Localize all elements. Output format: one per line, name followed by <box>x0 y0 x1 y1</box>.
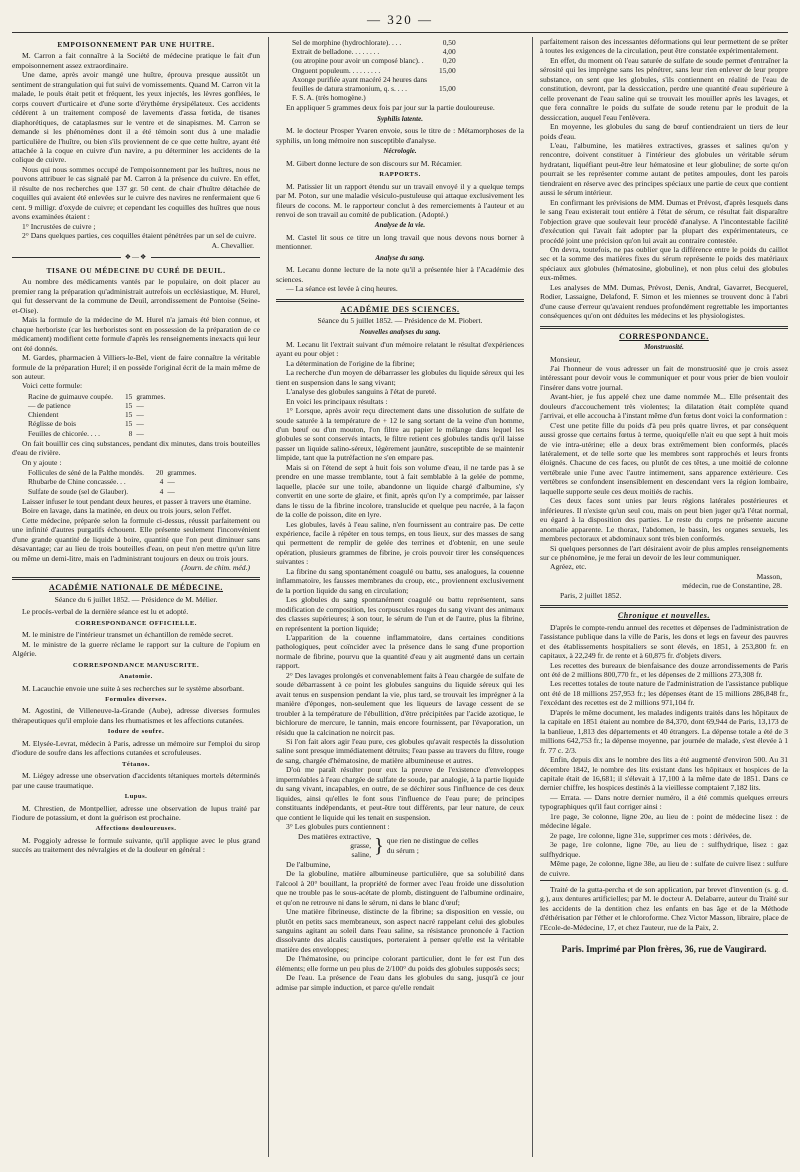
brace-item: Des matières extractive, <box>298 831 372 841</box>
brace-item: grasse, <box>350 840 372 850</box>
paragraph: Les recettes totales de toute nature de l'administration de l'assistance publique ont été de 18 millions 257,953 fr.; les dépenses étant de 15 millions 286,848 fr., l'excédant des recettes est de 2 millions 971,104 fr. <box>540 679 788 708</box>
formula-cell: Onguent populeum. . . . . . . . . <box>292 65 381 75</box>
subheading: CORRESPONDANCE OFFICIELLE. <box>75 619 197 627</box>
formula-row <box>28 401 169 410</box>
paragraph: M. le ministre de la guerre réclame le rapport sur la culture de l'opium en Algérie. <box>12 639 260 659</box>
formula-cell: Racine de guimauve coupée. <box>28 391 113 401</box>
formula-row <box>28 429 169 438</box>
formula-table-3 <box>292 38 460 102</box>
paragraph: 3° Les globules purs contiennent : <box>286 822 390 832</box>
double-rule <box>12 577 260 580</box>
rule <box>540 880 788 881</box>
heading-oyster-poisoning: EMPOISONNEMENT PAR UNE HUITRE. <box>57 40 215 49</box>
subheading: Anatomie. <box>119 673 153 681</box>
paragraph: Cette médecine, préparée selon la formule ci-dessus, réussit parfaitement ou une infinité d'autres purgatifs échouent. Elle présente seulement l'inconvénient d'une grande quantité de liquide à boire, quantité que l'on peut diminuer sans désavantage; car au lieu de trois bouteilles d'eau, on peut n'en mettre qu'un litre ou même un demi-litre, mais en l'administrant toujours en deux ou trois jours. <box>12 515 260 563</box>
paragraph: J'ai l'honneur de vous adresser un fait de monstruosité que je crois assez intéressant pour devoir vous le communiquer et pour vous prier de bien vouloir l'insérer dans votre journal. <box>540 363 788 392</box>
subheading: Nécrologie. <box>383 147 417 156</box>
double-rule <box>540 326 788 329</box>
formula-cell: Réglisse de bois <box>28 419 77 429</box>
paragraph: L'eau, l'albumine, les matières extractives, grasses et salines qu'on y rencontre, doivent constituer à l'intérieur des globules un véritable sérum hydratant, liquéfiant peut-être leur hématosine et leur globuline; de sorte qu'on pourrait se les représenter comme autant de petites ampoules, dont les parois tiendraient en réserve avec des principes spéciaux une partie de ceux que contient aussi le sérum intérieur. <box>540 140 788 198</box>
paragraph: La détermination de l'origine de la fibrine; <box>286 358 415 368</box>
paragraph: M. le ministre de l'intérieur transmet un échantillon de remède secret. <box>22 630 233 640</box>
paragraph: L'analyse des globules sanguins à l'état de pureté. <box>286 387 437 397</box>
paragraph: De la globuline, matière albumineuse particulière, que sa solubilité dans l'alcool à 20° bouillant, la propriété de former avec l'eau froide une dissolution que ne trouble pas le sous-acétate de plomb, distinguent de l'albumine ordinaire, et qu'on ne retrouve ni dans le sérum, ni dans le blanc d'œuf; <box>276 869 524 907</box>
formula-row <box>28 468 200 477</box>
paragraph: Même page, 2e colonne, ligne 38e, au lieu de : sulfate de cuivre lisez : sulfure de cuivre. <box>540 859 788 878</box>
paragraph: Si l'on fait alors agir l'eau pure, ces globules qu'avait respectés la dissolution saline sont presque immédiatement détruits; l'eau passe au travers du filtre, rouge de sang, chargée d'hématosine, de matière albumineuse et autres. <box>276 736 524 765</box>
paragraph: En appliquer 5 grammes deux fois par jour sur la partie douloureuse. <box>286 103 495 113</box>
formula-cell: — <box>167 486 175 496</box>
paragraph: La fibrine du sang spontanément coagulé ou battu, ses analogues, la couenne inflammatoire, les fausses membranes du croup, etc., proviennent exclusivement de la portion liquide du sang en circulation; <box>276 566 524 595</box>
paragraph: Avant-hier, je fus appelé chez une dame nommée M... Elle présentait des douleurs d'accouchement très violentes; la dilatation était complète quand j'arrivai, et elle accoucha à l'instant même d'un fœtus dont voici la conformation : <box>540 392 788 421</box>
formula-cell: 0,50 <box>442 38 456 47</box>
double-rule <box>276 299 524 302</box>
paragraph: En moyenne, les globules du sang de bœuf contiendraient un tiers de leur poids d'eau. <box>540 122 788 141</box>
subheading: CORRESPONDANCE MANUSCRITE. <box>72 661 200 669</box>
formula-cell: 15,00 <box>439 65 456 75</box>
formula-cell: Chiendent <box>28 410 59 420</box>
paragraph: De l'albumine, <box>286 859 331 869</box>
formula-cell: grammes. <box>136 391 166 401</box>
paragraph: — Errata. — Dans notre dernier numéro, il a été commis quelques erreurs typographiques qu'il faut corriger ainsi : <box>540 792 788 812</box>
formula-cell: 0,20 <box>442 56 456 66</box>
paragraph: D'après le compte-rendu annuel des recettes et dépenses de l'administration de l'assistance publique dans la ville de Paris, les dons et legs en faveur des pauvres et des établissements hospitaliers se sont élevés, en 1851, à 253,800 fr. en capitaux, à 22,249 fr. de rente et à 60,875 fr. d'objets divers. <box>540 622 788 661</box>
subheading: Nouvelles analyses du sang. <box>359 328 441 337</box>
formula-table-1 <box>28 392 169 438</box>
column-3 <box>532 37 788 1157</box>
signature-address: médecin, rue de Constantine, 28. <box>682 581 782 591</box>
formula-cell: 4 <box>159 477 164 487</box>
formula-row <box>28 487 200 496</box>
formula-row <box>292 66 460 75</box>
paragraph: Enfin, depuis dix ans le nombre des lits a été augmenté d'environ 500. Au 31 décembre 1842, le nombre des lits existant dans les hôpitaux et hospices de la capitale était de 16,681; il s'élevait à 17,100 à la même date de 1851. Dans ce dernier chiffre, les hospices destinés à la vieillesse comptaient 7,182 lits. <box>540 755 788 793</box>
paragraph: M. Gardes, pharmacien à Villiers-le-Bel, vient de faire connaître la véritable formule de la préparation Hurel; il en possède l'original écrit de la main même de son auteur. <box>12 353 260 381</box>
brace-glyph: } <box>374 834 384 857</box>
paragraph: Monsieur, <box>550 354 581 364</box>
paragraph: M. Chrestien, de Montpellier, adresse une observation de lupus traité par l'iodure de potassium, et dont la guérison est prochaine. <box>12 803 260 822</box>
subheading: Tétanos. <box>122 760 150 768</box>
paragraph: Les recettes des bureaux de bienfaisance des douze arrondissements de Paris ont été de 2 millions 800,770 fr., et les dépenses de 2 millions 273,308 fr. <box>540 660 788 679</box>
paragraph: 2° Des lavages prolongés et convenablement faits à l'eau chargée de sulfate de soude débarrassent à ce point les globules sanguins du liquide séreux qui les avait tenus en suspension pendant la vie, plus tard, se trouvait les imprégner à la manière d'éponges, non-seulement que les liqueurs de lavage cessent de se troubler à la température de l'ébullition, d'être précipitées par l'acide azotique, le bichlorure de mercure, le tannin, mais encore fournissent, par l'évaporation, un résidu que la calcination ne noircit pas. <box>276 670 524 737</box>
formula-row <box>28 410 169 419</box>
paragraph: Le procès-verbal de la dernière séance est lu et adopté. <box>22 607 189 617</box>
formula-cell: 15 <box>124 391 133 401</box>
formula-cell: Extrait de belladone. . . . . . . . <box>292 47 380 57</box>
subheading: Formules diverses. <box>105 696 167 703</box>
formula-row <box>292 75 460 84</box>
page-number: — 320 — <box>367 12 433 27</box>
subheading: RAPPORTS. <box>379 171 421 179</box>
subheading: Syphilis latente. <box>377 114 423 123</box>
paragraph: M. Carron a fait connaître à la Société de médecine pratique le fait d'un empoisonnement assez extraordinaire. <box>12 51 260 70</box>
formula-row <box>292 38 460 47</box>
heading-tisane: TISANE OU MÉDECINE DU CURÉ DE DEUIL. <box>46 265 226 275</box>
paragraph: M. Gibert donne lecture de son discours sur M. Récamier. <box>286 158 462 168</box>
formula-cell: Sel de morphine (hydrochlorate). . . . <box>292 38 402 47</box>
paragraph: M. Patissier lit un rapport étendu sur un travail envoyé il y a quelque temps par M. Poton, sur une maladie vésiculo-pustuleuse qui attaque exclusivement les fileurs de cocons. M. le rapporteur conclut à des remerciements à l'auteur et au renvoi de son travail au comité de publication. (Adopté.) <box>276 181 524 219</box>
formula-row <box>292 84 460 93</box>
paragraph: 2e page, 1re colonne, ligne 31e, supprimer ces mots : dérivées, de. <box>550 830 752 840</box>
paragraph: M. le docteur Prosper Yvaren envoie, sous le titre de : Métamorphoses de la syphilis, un long mémoire non susceptible d'analyse. <box>276 126 524 145</box>
formula-cell: grammes. <box>167 468 197 478</box>
paragraph: Mais la formule de la médecine de M. Hurel n'a jamais été bien connue, et chaque herboriste (car les herboristes sont en possession de la préparation de ce médicament) modifient cette formule d'après les renseignements inexacts qui leur ont été donnés. <box>12 315 260 353</box>
paragraph: Nous qui nous sommes occupé de l'empoisonnement par les huîtres, nous ne pouvons attribuer le cas signalé par M. Carron à la présence du cuivre. En effet, il résulte de nos recherches que 137 gr. 50 cent. de chair d'huître détachée de coquilles qui avaient été enlevées sur le cuivre des navires ne renfermaient que 6 cent. 9 milligr. d'oxyde de cuivre; et cependant les coquilles des huîtres que nous avons examinées étaient : <box>12 164 260 222</box>
formula-cell: — <box>136 428 144 438</box>
heading-chronique: Chronique et nouvelles. <box>617 611 711 621</box>
paragraph: Les analyses de MM. Dumas, Prévost, Denis, Andral, Gavarret, Becquerel, Rodier, Lassaigne, Delafond, F. Simon et les miennes se trouvent donc à l'abri d'une cause d'erreur qu'avaient rendues profondément regrettable les importantes conséquences qu'on ont déduites les médecins et les physiologistes. <box>540 282 788 321</box>
paragraph: M. Castel lit sous ce titre un long travail que nous devons nous borner à mentionner. <box>276 232 524 252</box>
paragraph: M. Poggioly adresse le formule suivante, qu'il applique avec le plus grand succès au traitement des névralgies et de la douleur en général : <box>12 835 260 855</box>
formula-cell: 8 <box>128 428 133 438</box>
paragraph: Agréez, etc. <box>550 562 587 572</box>
brace-list <box>298 832 524 860</box>
subheading: Iodure de soufre. <box>107 728 165 736</box>
paragraph: En voici les principaux résultats : <box>286 396 388 406</box>
paragraph: 2° Dans quelques parties, ces coquilles étaient pénétrées par un sel de cuivre. <box>22 231 257 241</box>
paragraph: Ces deux faces sont unies par leurs régions latérales postérieures et inférieures. Il n'existe qu'un seul cou, mais on peut bien juger qu'à l'état normal, eu égard à la disposition des parties. Le reste du corps ne présente aucune anomalie apparente. Le thorax, l'abdomen, le bassin, les organes sexuels, les membres pectoraux et abdominaux sont très bien conformés. <box>540 496 788 544</box>
paragraph: M. Lacauchie envoie une suite à ses recherches sur le système absorbant. <box>22 683 245 693</box>
paragraph: Une matière fibrineuse, distincte de la fibrine; sa disposition en vessie, ou plutôt en petits sacs membraneux, son aspect nacré rappelant celui des globules sanguins agitant au soleil dans l'eau saline, sa résistance prononcée à l'action dissolvante des alcalis caustiques, porteraient à penser qu'elle est la véritable matière des enveloppes; <box>276 907 524 954</box>
brace-item: saline, <box>351 850 372 860</box>
paragraph: C'est une petite fille du poids d'à peu près quatre livres, et par conséquent aussi grosse que certains fœtus à terme, quoiqu'elle n'ait eu que sept à huit mois de vie intra-utérine; elle a deux bras extrêmement bien conformés, placés latéralement, et de telle sorte que les membres sont rapprochés et leurs fronts éloignés. Chacune de ces faces, ou plutôt de ces têtes, a une moitié de colonne vertébrale unie l'une avec l'autre intimement, sans apparence extérieure. Ces vertèbres se confondent insensiblement en descendant vers la région lombaire, laquelle supporte seule ces deux moitiés de rachis. <box>540 420 788 496</box>
subheading: Analyse du sang. <box>375 253 425 262</box>
paragraph: Boire en lavage, dans la matinée, en deux ou trois jours, selon l'effet. <box>22 506 232 516</box>
double-rule <box>540 605 788 608</box>
paragraph: En effet, du moment où l'eau saturée de sulfate de soude permet d'entraîner la sérosité qui les imprègne sans les pénétrer, sans leur rien enlever de leur propre substance, on sent que les globules, s'ils contiennent en réalité de l'eau de constitution, devront, par la dessiccation, perdre une quantité d'eau supérieure à celle provenant de l'eau saline qui se trouvait les mouiller après les lavages, et que fera connaître le poids du sulfate de soude retenu par le produit de la dessiccation, auquel l'eau l'enlèvera. <box>540 55 788 122</box>
paragraph: 3e page, 1re colonne, ligne 70e, au lieu de : sulfhydrique, lisez : gaz sulfhydrique. <box>540 840 788 859</box>
paragraph: M. Liégey adresse une observation d'accidents tétaniques mortels déterminés par une cause traumatique. <box>12 771 260 790</box>
formula-cell: Feuilles de chicorée. . . . <box>28 428 101 438</box>
formula-cell: — <box>136 419 144 429</box>
letter-date: Paris, 2 juillet 1852. <box>560 590 622 600</box>
formula-cell: — <box>167 477 175 487</box>
subheading: Monstruosité. <box>644 343 684 352</box>
subheading: Lupus. <box>124 793 148 801</box>
formula-cell: — de patience <box>28 401 71 411</box>
header-rule <box>12 32 788 33</box>
paragraph: Si quelques personnes de l'art désiraient avoir de plus amples renseignements sur ce phénomène, je me ferai un devoir de les leur communiquer. <box>540 543 788 563</box>
formula-cell: Follicules de séné de la Palthe mondés. <box>28 468 144 478</box>
signature: A. Chevallier. <box>211 240 254 250</box>
paragraph: Mais si on l'étend de sept à huit fois son volume d'eau, il ne tarde pas à se prendre en une masse tremblante, tout à fait semblable à la gelée de pomme, laquelle, placée sur une toile, abandonne un liquide chargé d'albumine, s'y convertit en une sorte de glaire, et finit, après qu'on l'y a comprimée, par laisser dans le tissu de la fibrine incolore, translucide et quelque peu nacrée, à la façon de la colle de poisson, dite en lyre. <box>276 462 524 520</box>
newspaper-page <box>12 10 788 1162</box>
formula-cell: 15 <box>124 419 133 429</box>
heading-academie-medecine: ACADÉMIE NATIONALE DE MÉDECINE. <box>48 583 224 593</box>
paragraph: M. Agostini, de Villeneuve-la-Grande (Aube), adresse diverses formules thérapeutiques qu'il emploie dans les rhumatismes et les affections cutanées. <box>12 706 260 725</box>
paragraph: On fait bouillir ces cinq substances, pendant dix minutes, dans trois bouteilles d'eau de rivière. <box>12 438 260 458</box>
formula-cell: 15 <box>124 410 133 420</box>
brace-note: du sérum ; <box>386 845 419 855</box>
formula-cell: — <box>136 401 144 411</box>
column-2 <box>268 37 524 1157</box>
paragraph: M. Elysée-Levrat, médecin à Paris, adresse un mémoire sur l'emploi du sirop d'iodure de soufre dans les affections cutanées et scrofuleuses. <box>12 738 260 758</box>
session-line: Séance du 6 juillet 1852. — Présidence de M. Mélier. <box>54 594 218 604</box>
columns <box>12 37 788 1157</box>
heading-correspondance: CORRESPONDANCE. <box>619 331 709 341</box>
formula-cell <box>431 93 460 102</box>
formula-cell: Sulfate de soude (sel de Glauber). <box>28 486 129 496</box>
paragraph: De l'hématosine, ou principe colorant particulier, dont le fer est l'un des éléments; elle forme un peu plus de 2/100° du poids des globules supposés secs; <box>276 954 524 973</box>
formula-cell: — <box>136 410 144 420</box>
paragraph: Les globules, lavés à l'eau saline, n'en fournissent au contraire pas. De cette expérience, facile à répéter en tous temps, en tous lieux, sur des masses de sang qui permettent de remplir de gelée des terrines et d'obtenir, en une seule opération, plusieurs grammes de fibrine, je crois pouvoir tirer les conséquences suivantes : <box>276 519 524 567</box>
paragraph: Une dame, après avoir mangé une huître, éprouva presque aussitôt un sentiment de strangulation qui fut suivi de vomissements. Quand M. Carron vit la malade, le pouls était petit et fréquent, les yeux injectés, les lèvres gonflées, le corps couvert d'urticaire et d'une sorte d'érythème érysipélateux. Ces accidents cédèrent à un traitement composé de lavements d'assa fœtida, de tisanes diaphorétiques, de cataplasmes sur le ventre et de sinapismes. M. Carron se demande si les phénomènes dont il a été témoin sont dus à une maladie particulière de l'huître, ou bien s'ils proviennent de ce que cette huître, ayant été attachée à la coque en cuivre d'un navire, a pu déterminer les accidents de la colique de cuivre. <box>12 70 260 165</box>
formula-cell: Rhubarbe de Chine concassée. . . <box>28 477 126 487</box>
subheading: Affections douloureuses. <box>95 825 177 833</box>
paragraph: Les globules du sang spontanément coagulé ou battu représentent, sans modification de composition, les corpuscules rouges du sang vivant des animaux des classes supérieures; à son tour, le sérum de l'un et de l'autre, plus la fibrine, en représentent la portion liquide; <box>276 595 524 633</box>
formula-cell: F. S. A. (très homogène.) <box>292 93 366 103</box>
printer-imprint: Paris. Imprimé par Plon frères, 36, rue de Vaugirard. <box>561 944 767 955</box>
paragraph: La recherche d'un moyen de débarrasser les globules du liquide séreux qui les tient en suspension dans le sang vivant; <box>276 368 524 387</box>
paragraph: Au nombre des médicaments vantés par le populaire, on doit placer au premier rang la préparation qu'administrait autrefois un ecclésiastique, M. Hurel, qui fut desservant de la commune de Deuil, arrondissement de Pontoise (Seine-et-Oise). <box>12 277 260 315</box>
formula-cell: 4 <box>159 486 164 496</box>
column-1 <box>12 37 260 1157</box>
formula-cell: feuilles de datura stramonium, q. s. . . . <box>292 84 407 94</box>
paragraph: Voici cette formule: <box>22 381 83 391</box>
formula-cell: 4,00 <box>442 47 456 57</box>
formula-table-2 <box>28 468 200 496</box>
paragraph: M. Lecanu lit l'extrait suivant d'un mémoire relatant le résultat d'expériences ayant eu pour objet : <box>276 339 524 359</box>
paragraph: 1re page, 3e colonne, ligne 20e, au lieu de : point de médecine lisez : de médecine légale. <box>540 811 788 831</box>
formula-cell <box>431 75 460 84</box>
formula-cell: 20 <box>155 468 164 478</box>
signature-name: Masson, <box>756 571 782 581</box>
paragraph: On y ajoute : <box>22 457 62 467</box>
paragraph: M. Lecanu donne lecture de la note qu'il a présentée hier à l'Académie des sciences. <box>276 265 524 284</box>
session-line: Séance du 5 juillet 1852. — Présidence de M. Piobert. <box>317 316 483 326</box>
formula-row <box>28 419 169 428</box>
paragraph: 1° Incrustées de cuivre ; <box>22 221 96 231</box>
paragraph: De l'eau. La présence de l'eau dans les globules du sang, jusqu'à ce jour admise par simple induction, et parce qu'elle rendait <box>276 973 524 992</box>
paragraph: D'où me paraît résulter pour eux la preuve de l'existence d'enveloppes imperméables à l'eau chargée de sulfate de soude, par analogie, à la partie liquide du sang vivant, incapables, en outre, de se déchirer sous l'influence de ces deux liquides, ainsi qu'elles le font sous l'influence de l'eau pure; de principes constituants indépendants, et peut-être tout différents, par leur nature, de ceux que contient le liquide qui les tenait en suspension. <box>276 765 524 822</box>
paragraph: Laisser infuser le tout pendant deux heures, et passer à travers une étamine. <box>22 496 251 506</box>
formula-row <box>28 477 200 486</box>
paragraph: 1° Lorsque, après avoir reçu directement dans une dissolution de sulfate de soude saturée à la température de + 12 le sang sortant de la veine d'un homme, d'un bœuf ou d'un mouton, l'on filtre au papier le mélange dans lequel les globules se sont conservés intacts, le filtre retient ces globules tandis qu'il laisse passer un liquide salino-séreux, légèrement jaunâtre, susceptible de se maintenir limpide, tant que la putréfaction ne s'en empare pas. <box>276 406 524 463</box>
paragraph: En confirmant les prévisions de MM. Dumas et Prévost, d'après lesquels dans le sang l'eau existerait tout entière à l'état de sérum, ce résultat fait disparaître l'objection grave que soulevait leur procédé d'analyse. A l'incontestable facilité d'exécution qui l'avait fait adopter par la plupart des expérimentateurs, ce procédé joint une précision qu'on lui avait au contraire contestée. <box>540 197 788 245</box>
formula-cell: 15 <box>124 401 133 411</box>
formula-cell: Axonge purifiée ayant macéré 24 heures dans <box>292 74 428 84</box>
formula-row <box>28 392 169 401</box>
paragraph: On devra, toutefois, ne pas oublier que la différence entre le poids du caillot sec et la somme des matières fixes du sérum représente le poids des matériaux spéciaux aux globules (hématosine, globuline), et non plus celui des globules eux-mêmes. <box>540 244 788 283</box>
formula-cell: 15,00 <box>439 84 456 94</box>
formula-row <box>292 56 460 65</box>
formula-cell: (ou atropine pour avoir un composé blanc). . <box>292 56 424 66</box>
advertisement: Traité de la gutta-percha et de son application, par brevet d'invention (s. g. d. g.), aux dentures artificielles; par M. le docteur A. Delabarre, auteur du Traité sur les accidents de la dentition chez les enfants en bas âge et de la Méthode d'éthérisation par l'éther et le chloroforme. Chez Victor Masson, libraire, place de l'Ecole-de-Médecine, 17, et chez l'auteur, rue de la Paix, 2. <box>540 884 788 932</box>
formula-row <box>292 93 460 102</box>
paragraph: — La séance est levée à cinq heures. <box>286 284 398 294</box>
heading-academie-sciences: ACADÉMIE DES SCIENCES. <box>340 304 460 314</box>
ornament-divider: ❖—❖ <box>12 254 260 262</box>
paragraph: L'apparition de la couenne inflammatoire, dans certaines conditions pathologiques, peut coïncider avec la présence dans le sang d'une proportion normale de fibrine, pourvu que la quantité d'eau y ait augmenté dans un certain rapport. <box>276 632 524 671</box>
rule <box>540 934 788 935</box>
subheading: Analyse de la vie. <box>374 221 426 230</box>
source-citation: (Journ. de chim. méd.) <box>181 563 250 573</box>
paragraph: D'après le même document, les malades indigents traités dans les hôpitaux de la capitale en 1851 étaient au nombre de 84,370, dont 69,944 de Paris, 13,173 de la banlieue, 1,813 des départements et 40 étrangers. La dépense totale a été de 3 millions 642,753 fr.; la dépense moyenne, par journée de malade, s'est élevée à 1 fr. 77 c. 2/3. <box>540 707 788 755</box>
paragraph: parfaitement raison des incessantes déformations qui leur permettent de se prêter à toutes les exigences de la circulation, peut être constatée expérimentalement. <box>540 37 788 56</box>
formula-row <box>292 47 460 56</box>
brace-note: que rien ne distingue de celles <box>386 836 479 846</box>
